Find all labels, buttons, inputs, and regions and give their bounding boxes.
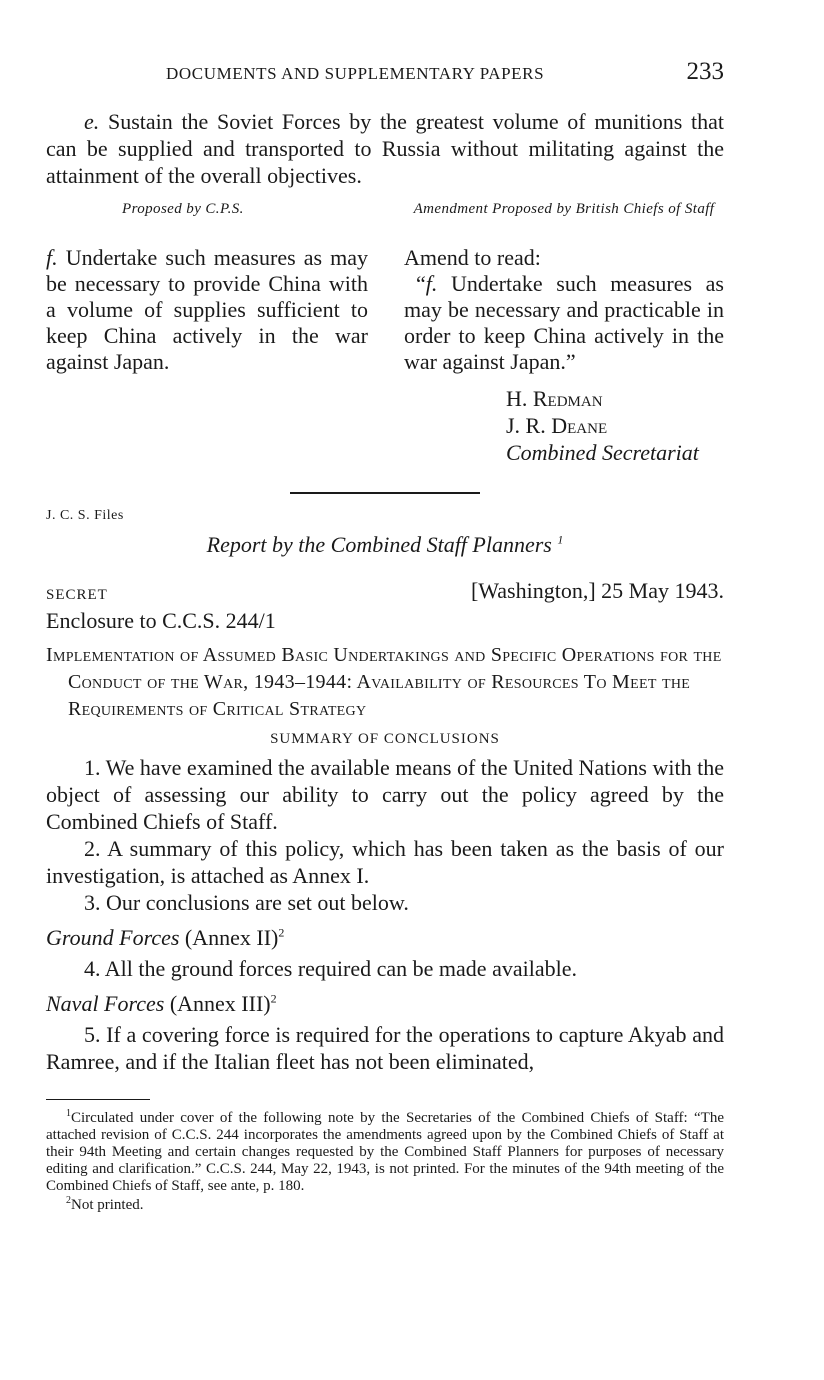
document-heading: Implementation of Assumed Basic Undertakings and Specific Operations for the Conduct of the War, 1943–1944: Availability of Resources To Meet the Requirements of Critical Strategy: [46, 644, 722, 720]
item-e-paragraph: [46, 108, 724, 189]
amend-label: Amend to read:: [404, 245, 541, 270]
report-title: [46, 532, 724, 558]
ground-forces-heading: [46, 924, 724, 951]
ground-forces-title: Ground Forces: [46, 925, 180, 950]
running-header: [46, 58, 724, 92]
footnote-1-text: Circulated under cover of the following note by the Secretaries of the Combined Chiefs of Staff: “The attached revision of C.C.S. 244 incorporates the amendments agreed upon by the Combined Chiefs of Staff at their 94th Meeting and certain changes requested by the Combined Staff Planners for purposes of necessary editing and clarification.” C.C.S. 244, May 22, 1943, is not printed. For the minutes of the 94th meeting of the Combined Chiefs of Staff, see ante, p. 180.: [46, 1110, 724, 1194]
item-e-text: Sustain the Soviet Forces by the greatest volume of munitions that can be supplied and transported to Russia without militating against the attainment of the overall objectives.: [46, 109, 725, 188]
right-column-heading: Amendment Proposed by British Chiefs of Staff: [413, 201, 715, 217]
footnote-2-mark: 2: [66, 1195, 71, 1206]
left-column-heading: Proposed by C.P.S.: [122, 201, 244, 217]
footnote-rule: [46, 1099, 150, 1100]
ground-forces-ref: 2: [278, 925, 285, 940]
item-e-label: e.: [84, 109, 100, 134]
page-number: 233: [686, 58, 724, 85]
naval-forces-annex: (Annex III): [169, 991, 271, 1016]
right-proposal-text: [404, 271, 724, 375]
paragraph-4: 4. All the ground forces required can be made available.: [84, 956, 577, 981]
open-quote: “: [416, 271, 426, 296]
report-footnote-ref: 1: [557, 532, 564, 547]
running-title: DOCUMENTS AND SUPPLEMENTARY PAPERS: [166, 64, 545, 83]
right-item-label: f.: [425, 271, 438, 296]
paragraph-1: 1. We have examined the available means of the United Nations with the object of assessing our ability to carry out the policy agreed by the Combined Chiefs of Staff.: [46, 755, 724, 834]
classification-label: SECRET: [46, 587, 108, 603]
naval-forces-heading: [46, 990, 724, 1017]
left-item-label: f.: [46, 245, 58, 270]
document-page: [46, 58, 724, 1214]
footnote-2-text: Not printed.: [71, 1197, 144, 1213]
ground-forces-annex: (Annex II): [184, 925, 279, 950]
report-title-text: Report by the Combined Staff Planners: [206, 532, 552, 557]
footnote-1-mark: 1: [66, 1108, 71, 1119]
right-item-body: Undertake such measures as may be necessary and practicable in order to keep China actively in the war against Japan.”: [404, 271, 724, 374]
naval-forces-ref: 2: [270, 991, 277, 1006]
enclosure-line: Enclosure to C.C.S. 244/1: [46, 608, 276, 633]
footnote-2: [46, 1197, 724, 1214]
footnote-1: [46, 1110, 724, 1195]
signer-office: Combined Secretariat: [506, 440, 699, 465]
naval-forces-title: Naval Forces: [46, 991, 165, 1016]
summary-heading: SUMMARY OF CONCLUSIONS: [270, 731, 500, 747]
paragraph-2: 2. A summary of this policy, which has been taken as the basis of our investigation, is attached as Annex I.: [46, 836, 724, 888]
section-divider: [290, 492, 480, 494]
proposal-right-column: [404, 201, 724, 466]
proposal-left-column: [46, 201, 368, 466]
classification-row: [46, 578, 724, 608]
signer-redman: H. Redman: [506, 386, 603, 411]
signer-deane: J. R. Deane: [506, 413, 608, 438]
paragraph-3: 3. Our conclusions are set out below.: [84, 890, 409, 915]
left-proposal-text: [46, 245, 368, 375]
proposal-columns: [46, 201, 724, 466]
paragraph-5: 5. If a covering force is required for the operations to capture Akyab and Ramree, and if the Italian fleet has not been eliminated,: [46, 1022, 724, 1074]
place-date: [Washington,] 25 May 1943.: [470, 578, 724, 603]
left-item-body: Undertake such measures as may be necessary to provide China with a volume of supplies sufficient to keep China actively in the war against Japan.: [46, 245, 368, 374]
source-files: J. C. S. Files: [46, 508, 124, 523]
signature-block: [404, 385, 724, 466]
